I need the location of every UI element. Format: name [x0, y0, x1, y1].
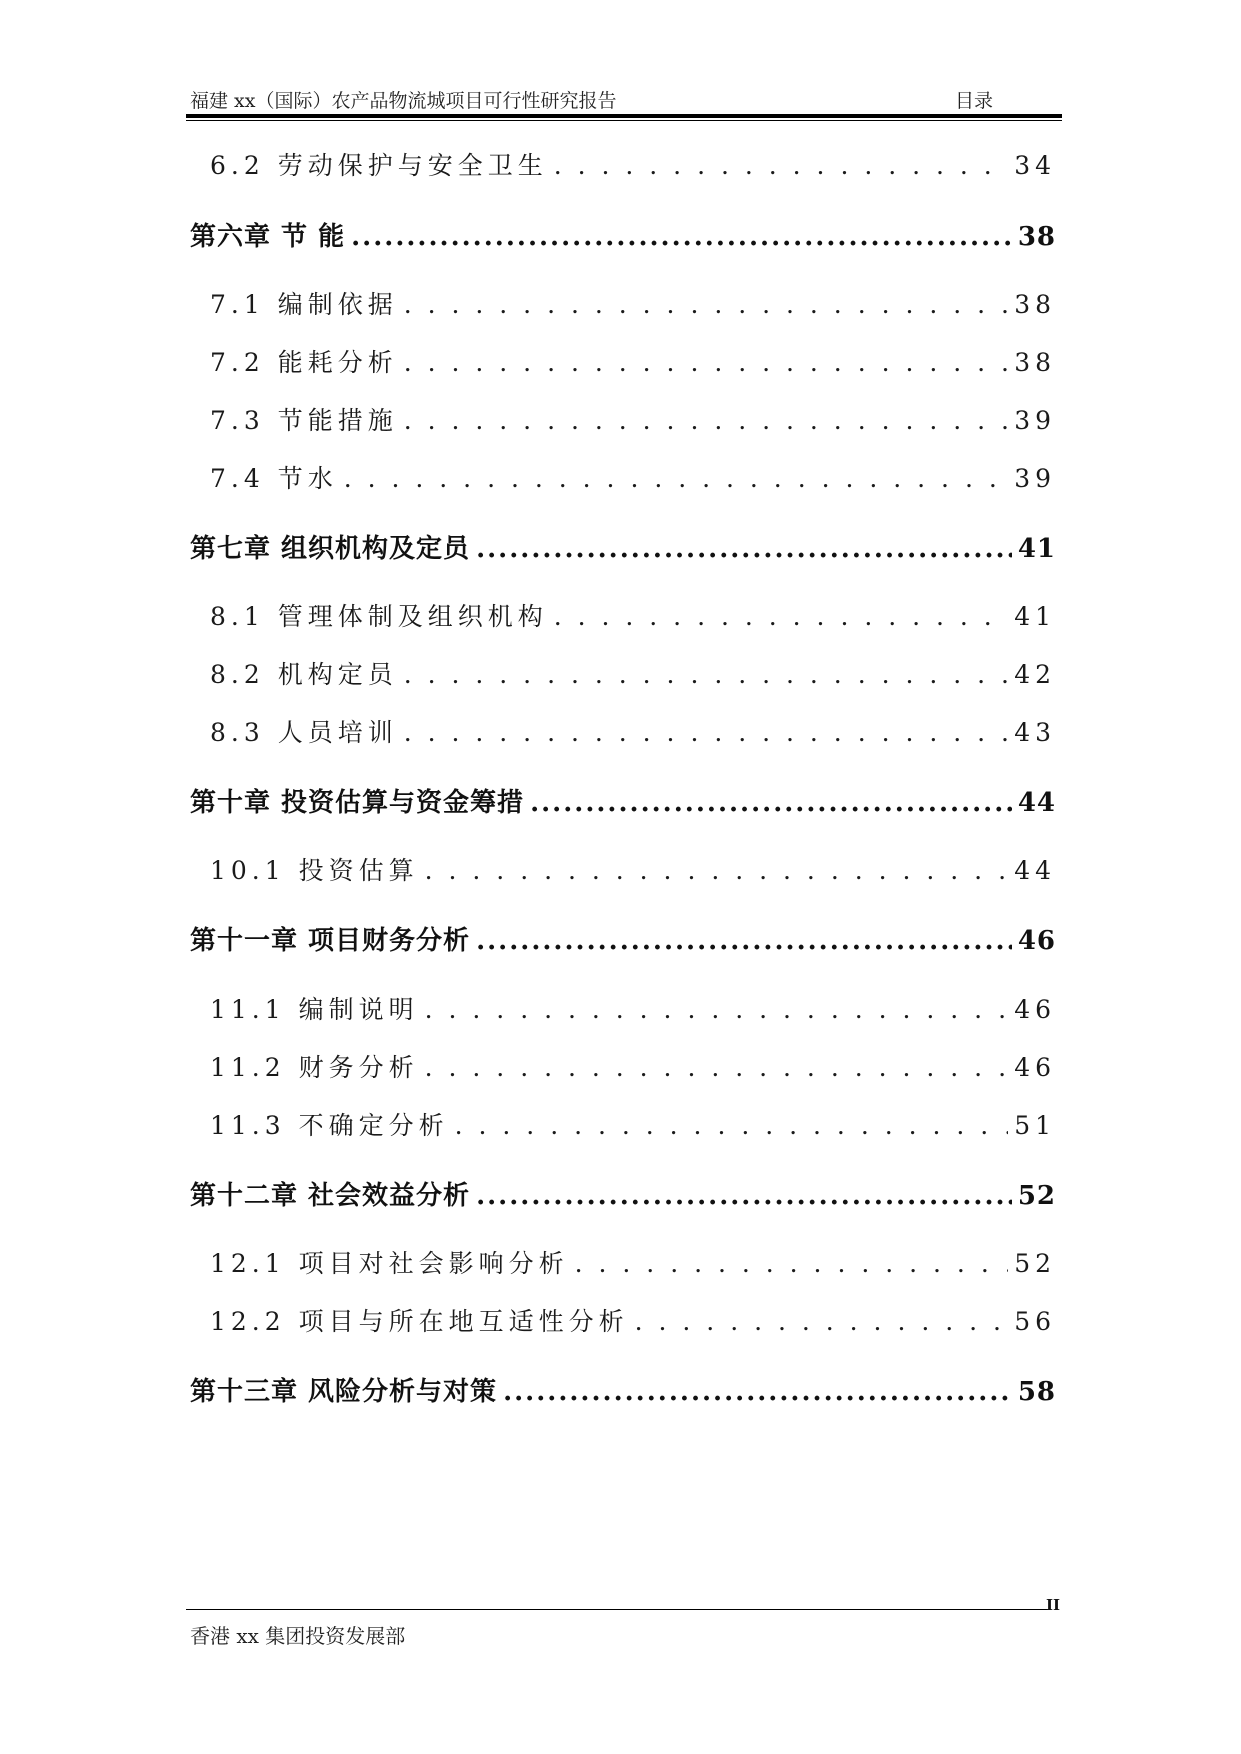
toc-entry-label: 10.1 投资估算	[190, 851, 419, 887]
toc-entry-label: 6.2 劳动保护与安全卫生	[190, 146, 548, 182]
toc-chapter-page: 52	[1017, 1181, 1056, 1211]
toc-entry-page: 44	[1014, 856, 1056, 885]
toc-entry-page: 56	[1014, 1307, 1056, 1336]
dot-leader	[404, 718, 1008, 747]
toc-entry-page: 38	[1014, 290, 1056, 319]
toc-entry-label: 7.2 能耗分析	[190, 343, 398, 379]
toc-chapter-entry[interactable]	[190, 920, 1056, 957]
dot-leader	[425, 995, 1009, 1024]
toc-chapter-page: 41	[1017, 534, 1056, 564]
toc-entry[interactable]	[190, 1302, 1056, 1338]
toc-chapter-page: 44	[1017, 788, 1056, 818]
toc-entry[interactable]	[190, 990, 1056, 1026]
toc-chapter-label: 第十一章 项目财务分析	[190, 920, 470, 957]
toc-entry[interactable]	[190, 1106, 1056, 1142]
dot-leader	[635, 1307, 1009, 1336]
toc-entry[interactable]	[190, 655, 1056, 691]
toc-chapter-entry[interactable]	[190, 1175, 1056, 1212]
toc-entry-page: 41	[1014, 602, 1056, 631]
toc-entry-page: 46	[1014, 995, 1056, 1024]
toc-entry-page: 42	[1014, 660, 1056, 689]
toc-entry-label: 7.3 节能措施	[190, 401, 398, 437]
toc-entry[interactable]	[190, 1244, 1056, 1280]
dot-leader	[425, 856, 1009, 885]
document-title: 福建 xx（国际）农产品物流城项目可行性研究报告	[190, 90, 617, 112]
toc-entry-label: 12.1 项目对社会影响分析	[190, 1244, 569, 1280]
dot-leader	[530, 788, 1012, 818]
toc-entry-page: 52	[1014, 1249, 1056, 1278]
toc-entry-page: 43	[1014, 718, 1056, 747]
dot-leader	[503, 1377, 1012, 1407]
toc-entry-label: 8.3 人员培训	[190, 713, 398, 749]
toc-entry-label: 7.1 编制依据	[190, 285, 398, 321]
toc-chapter-entry[interactable]	[190, 528, 1056, 565]
toc-entry[interactable]	[190, 851, 1056, 887]
toc-chapter-label: 第十三章 风险分析与对策	[190, 1371, 497, 1408]
header-rule-thin	[186, 120, 1062, 121]
dot-leader	[404, 406, 1008, 435]
dot-leader	[404, 290, 1008, 319]
toc-entry[interactable]	[190, 713, 1056, 749]
toc-entry[interactable]	[190, 1048, 1056, 1084]
toc-chapter-label: 第六章 节 能	[190, 216, 345, 253]
dot-leader	[351, 222, 1012, 252]
toc-entry-label: 11.2 财务分析	[190, 1048, 419, 1084]
dot-leader	[554, 602, 1008, 631]
toc-entry[interactable]	[190, 285, 1056, 321]
dot-leader	[404, 660, 1008, 689]
toc-entry-label: 8.2 机构定员	[190, 655, 398, 691]
toc-entry-page: 34	[1014, 151, 1056, 180]
toc-chapter-label: 第七章 组织机构及定员	[190, 528, 470, 565]
dot-leader	[476, 1181, 1012, 1211]
toc-chapter-page: 58	[1017, 1377, 1056, 1407]
toc-chapter-label: 第十二章 社会效益分析	[190, 1175, 470, 1212]
dot-leader	[554, 151, 1008, 180]
toc-entry-label: 11.3 不确定分析	[190, 1106, 449, 1142]
toc-entry[interactable]	[190, 146, 1056, 182]
toc-chapter-entry[interactable]	[190, 216, 1056, 253]
dot-leader	[404, 348, 1008, 377]
footer-organization: 香港 xx 集团投资发展部	[190, 1624, 406, 1648]
page-number: II	[1046, 1596, 1061, 1614]
toc-chapter-page: 46	[1017, 926, 1056, 956]
toc-entry-label: 8.1 管理体制及组织机构	[190, 597, 548, 633]
toc-entry[interactable]	[190, 401, 1056, 437]
toc-entry-page: 46	[1014, 1053, 1056, 1082]
toc-entry-label: 12.2 项目与所在地互适性分析	[190, 1302, 629, 1338]
toc-chapter-entry[interactable]	[190, 1371, 1056, 1408]
toc-chapter-entry[interactable]	[190, 782, 1056, 819]
toc-entry[interactable]	[190, 459, 1056, 495]
footer-rule	[186, 1609, 1048, 1610]
dot-leader	[344, 464, 1008, 493]
dot-leader	[455, 1111, 1009, 1140]
toc-entry-label: 7.4 节水	[190, 459, 338, 495]
toc-entry[interactable]	[190, 343, 1056, 379]
dot-leader	[425, 1053, 1009, 1082]
dot-leader	[575, 1249, 1009, 1278]
toc-entry-page: 39	[1014, 464, 1056, 493]
toc-entry-label: 11.1 编制说明	[190, 990, 419, 1026]
dot-leader	[476, 534, 1012, 564]
toc-chapter-label: 第十章 投资估算与资金筹措	[190, 782, 524, 819]
toc-chapter-page: 38	[1017, 222, 1056, 252]
header-section-label: 目录	[955, 90, 994, 112]
toc-entry[interactable]	[190, 597, 1056, 633]
toc-entry-page: 39	[1014, 406, 1056, 435]
dot-leader	[476, 926, 1012, 956]
toc-entry-page: 51	[1014, 1111, 1056, 1140]
header-rule-thick	[186, 114, 1062, 118]
toc-entry-page: 38	[1014, 348, 1056, 377]
